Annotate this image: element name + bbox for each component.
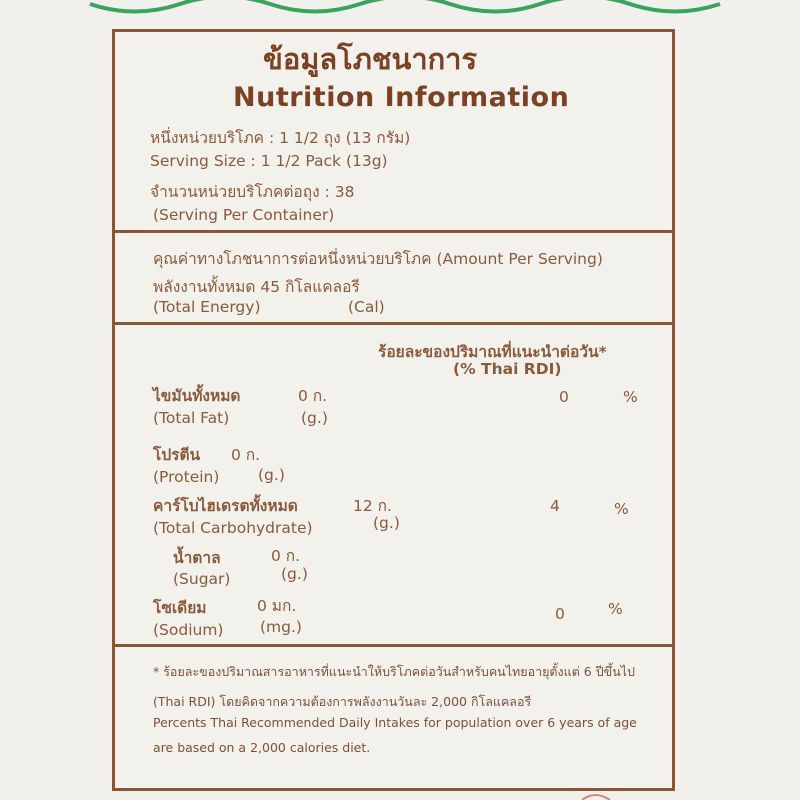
divider-2	[115, 322, 672, 325]
title-thai: ข้อมูลโภชนาการ	[263, 42, 478, 76]
rdi-header-thai: ร้อยละของปริมาณที่แนะนำต่อวัน*	[378, 343, 607, 361]
total-energy-thai: พลังงานทั้งหมด 45 กิโลแคลอรี	[153, 278, 360, 296]
footnote-english-1: Percents Thai Recommended Daily Intakes for population over 6 years of age	[153, 715, 637, 730]
package-edge-decoration	[580, 790, 620, 800]
nutrient-rdi-value: 0	[555, 605, 565, 623]
nutrient-name-thai: คาร์โบไฮเดรตทั้งหมด	[153, 497, 298, 515]
serving-size-thai: หนึ่งหน่วยบริโภค : 1 1/2 ถุง (13 กรัม)	[150, 129, 411, 147]
divider-1	[115, 230, 672, 233]
total-energy-english: (Total Energy)	[153, 298, 261, 316]
nutrient-unit-english: (g.)	[301, 409, 328, 427]
title-english: Nutrition Information	[233, 82, 570, 113]
total-energy-unit: (Cal)	[348, 298, 385, 316]
nutrient-amount-thai: 0 มก.	[257, 597, 297, 615]
green-wave-decoration	[0, 0, 800, 22]
footnote-thai-1: * ร้อยละของปริมาณสารอาหารที่แนะนำให้บริโภคต่อวันสำหรับคนไทยอายุตั้งแต่ 6 ปีขึ้นไป	[153, 664, 635, 679]
footnote-english-2: are based on a 2,000 calories diet.	[153, 740, 371, 755]
nutrient-name-english: (Sodium)	[153, 621, 224, 639]
footnote-thai-2: (Thai RDI) โดยคิดจากความต้องการพลังงานวันละ 2,000 กิโลแคลอรี	[153, 694, 532, 709]
nutrient-name-english: (Total Carbohydrate)	[153, 519, 313, 537]
nutrient-name-thai: โปรตีน	[153, 446, 201, 464]
nutrient-amount-thai: 0 ก.	[298, 387, 328, 405]
nutrient-name-thai: น้ำตาล	[173, 549, 221, 567]
nutrient-name-thai: โซเดียม	[153, 599, 207, 617]
nutrient-amount-thai: 0 ก.	[271, 547, 301, 565]
nutrient-rdi-value: 4	[550, 497, 560, 515]
nutrient-unit-english: (mg.)	[260, 618, 302, 636]
servings-per-container-english: (Serving Per Container)	[153, 206, 335, 224]
nutrient-amount-thai: 12 ก.	[353, 497, 392, 515]
nutrient-name-english: (Protein)	[153, 468, 220, 486]
nutrient-amount-thai: 0 ก.	[231, 446, 261, 464]
nutrient-rdi-percent: %	[608, 600, 623, 618]
nutrient-rdi-value: 0	[559, 388, 569, 406]
rdi-header-english: (% Thai RDI)	[453, 360, 562, 378]
nutrition-panel	[112, 29, 675, 791]
nutrient-rdi-percent: %	[614, 500, 629, 518]
nutrient-unit-english: (g.)	[373, 514, 400, 532]
nutrient-name-thai: ไขมันทั้งหมด	[153, 387, 241, 405]
nutrient-unit-english: (g.)	[258, 466, 285, 484]
nutrient-name-english: (Sugar)	[173, 570, 231, 588]
nutrient-rdi-percent: %	[623, 388, 638, 406]
servings-per-container-thai: จำนวนหน่วยบริโภคต่อถุง : 38	[150, 183, 355, 201]
serving-size-english: Serving Size : 1 1/2 Pack (13g)	[150, 152, 388, 170]
nutrient-unit-english: (g.)	[281, 565, 308, 583]
divider-3	[115, 644, 672, 647]
nutrient-name-english: (Total Fat)	[153, 409, 230, 427]
amount-per-serving-label: คุณค่าทางโภชนาการต่อหนึ่งหน่วยบริโภค (Amount Per Serving)	[153, 250, 603, 268]
